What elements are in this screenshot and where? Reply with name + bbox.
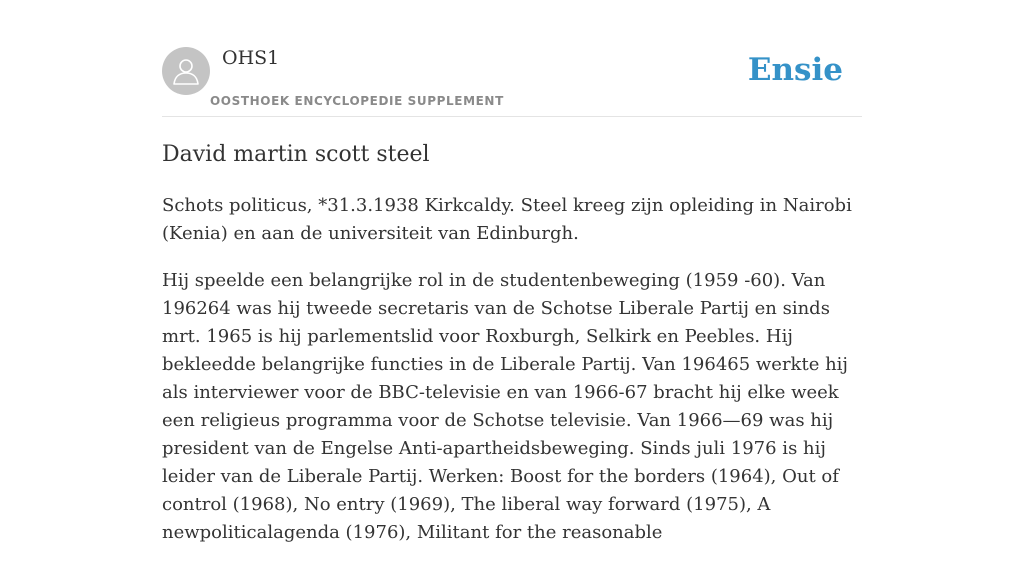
article-title: David martin scott steel (162, 142, 430, 167)
avatar[interactable] (162, 47, 210, 95)
article-body (162, 192, 862, 566)
user-placeholder-icon (162, 47, 210, 95)
author-name[interactable]: OHS1 (222, 47, 280, 69)
source-label[interactable]: OOSTHOEK ENCYCLOPEDIE SUPPLEMENT (210, 94, 504, 108)
brand-logo[interactable]: Ensie (747, 52, 843, 88)
article-header (162, 0, 862, 117)
article-paragraph: Schots politicus, *31.3.1938 Kirkcaldy. Steel kreeg zijn opleiding in Nairobi (Kenia) en aan de universiteit van Edinburgh. (162, 195, 852, 244)
article-paragraph: Hij speelde een belangrijke rol in de studentenbeweging (1959 -60). Van 196264 was hij tweede secretaris van de Schotse Liberale Partij en sinds mrt. 1965 is hij parlementslid voor Roxburgh, Selkirk en Peebles. Hij bekleedde belangrijke functies in de Liberale Partij. Van 196465 werkte hij als interviewer voor de BBC-televisie en van 1966-67 bracht hij elke week een religieus programma voor de Schotse televisie. Van 1966—69 was hij president van de Engelse Anti-apartheidsbeweging. Sinds juli 1976 is hij leider van de Liberale Partij. Werken: Boost for the borders (1964), Out of control (1968), No entry (1969), The liberal way forward (1975), A newpoliticalagenda (1976), Militant for the reasonable (162, 270, 849, 543)
